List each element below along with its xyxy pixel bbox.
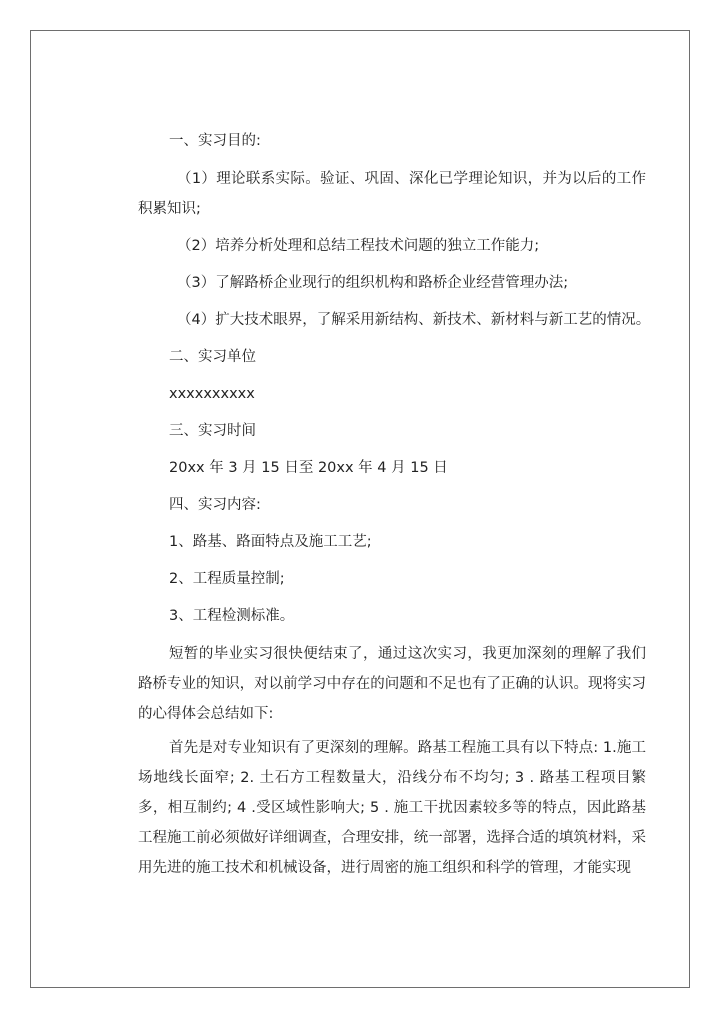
purpose-item-2: （2）培养分析处理和总结工程技术问题的独立工作能力;	[177, 238, 540, 254]
internship-time-value: 20xx 年 3 月 15 日至 20xx 年 4 月 15 日	[169, 460, 448, 476]
internship-unit-value: xxxxxxxxxx	[169, 386, 255, 402]
content-item-2: 2、工程质量控制;	[169, 571, 285, 587]
summary-body-paragraph: 首先是对专业知识有了更深刻的理解。路基工程施工具有以下特点: 1.施工场地线长面窄; 2. 土石方工程数量大，沿线分布不均匀; 3 . 路基工程项目繁多，相互制约; 4 .受区域性影响大; 5 . 施工干扰因素较多等的特点，因此路基工程施工前必须做好详细调查，合理安排，统一部署，选择合适的填筑材料，采用先进的施工技术和机械设备，进行周密的施工组织和科学的管理，才能实现	[138, 740, 646, 876]
purpose-item-4: （4）扩大技术眼界，了解采用新结构、新技术、新材料与新工艺的情况。	[177, 312, 651, 328]
content-item-1: 1、路基、路面特点及施工工艺;	[169, 534, 372, 550]
content-item-3: 3、工程检测标准。	[169, 608, 295, 624]
document-body	[138, 123, 651, 887]
summary-intro-paragraph: 短暂的毕业实习很快便结束了，通过这次实习，我更加深刻的理解了我们路桥专业的知识，对以前学习中存在的问题和不足也有了正确的认识。现将实习的心得体会总结如下:	[138, 646, 646, 722]
section-heading-purpose: 一、实习目的:	[169, 133, 261, 149]
page-frame	[30, 30, 690, 988]
purpose-item-3: （3）了解路桥企业现行的组织机构和路桥企业经营管理办法;	[177, 275, 569, 291]
section-heading-unit: 二、实习单位	[169, 349, 256, 365]
purpose-item-1: （1）理论联系实际。验证、巩固、深化已学理论知识，并为以后的工作积累知识;	[138, 171, 646, 217]
section-heading-content: 四、实习内容:	[169, 497, 261, 513]
section-heading-time: 三、实习时间	[169, 423, 256, 439]
